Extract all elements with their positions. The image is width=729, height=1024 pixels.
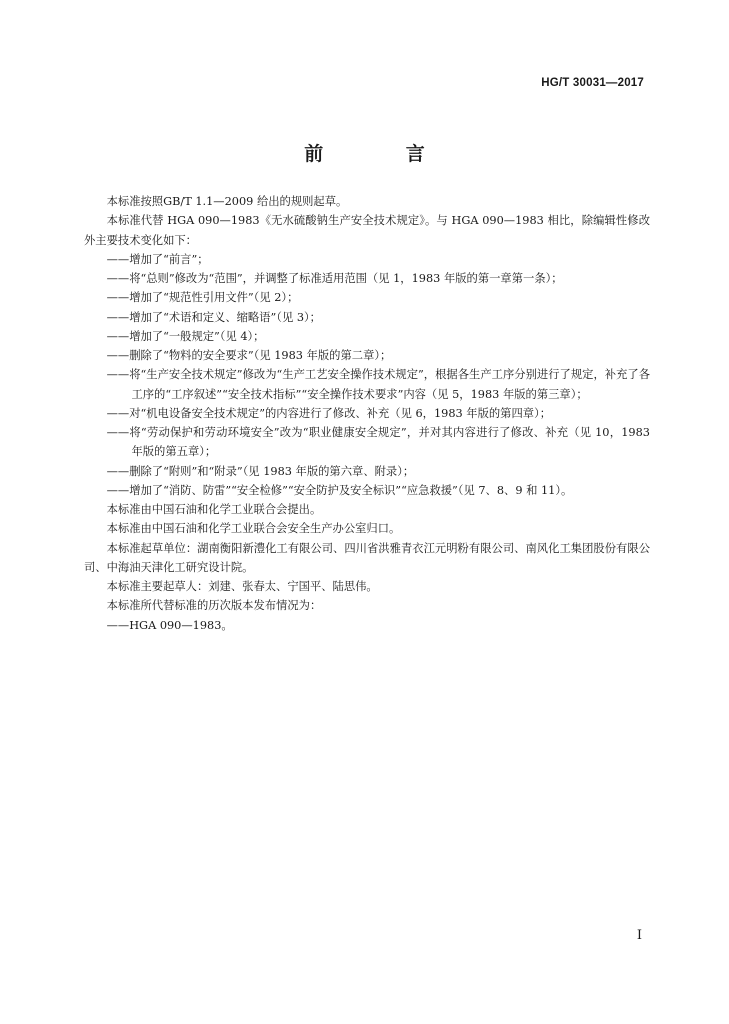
paragraph-drafting-units: 本标准起草单位：湖南衡阳新澧化工有限公司、四川省洪雅青衣江元明粉有限公司、南风化工集团股份有限公司、中海油天津化工研究设计院。 <box>84 541 650 574</box>
paragraph-drafting-rules: 本标准按照GB/T 1.1—2009 给出的规则起草。 <box>106 195 348 208</box>
change-item: ——增加了“一般规定”（见 4）； <box>106 329 265 343</box>
change-item: ——对“机电设备安全技术规定”的内容进行了修改、补充（见 6，1983 年版的第四章）； <box>106 406 552 420</box>
paragraph-administrator: 本标准由中国石油和化学工业联合会安全生产办公室归口。 <box>106 522 401 536</box>
change-item: ——将“总则”修改为“范围”，并调整了标准适用范围（见 1，1983 年版的第一章第一条）； <box>106 272 563 285</box>
version-history-item: ——HGA 090—1983。 <box>106 618 233 632</box>
change-item: ——增加了“消防、防雷”“安全检修”“安全防护及安全标识”“应急救援”（见 7、8、9 和 11）。 <box>106 483 573 497</box>
standard-code: HG/T 30031—2017 <box>541 77 644 89</box>
change-item: ——增加了“前言”； <box>106 252 209 266</box>
foreword-body <box>84 192 650 635</box>
page-number: I <box>636 928 642 943</box>
change-item: ——将“生产安全技术规定”修改为“生产工艺安全操作技术规定”，根据各生产工序分别进行了规定，补充了各工序的“工序叙述”“安全技术指标”“安全操作技术要求”内容（见 5，1983 年版的第三章）； <box>106 368 650 401</box>
change-item: ——删除了“物料的安全要求”（见 1983 年版的第二章）； <box>106 349 392 362</box>
change-item: ——删除了“附则”和“附录”（见 1983 年版的第六章、附录）； <box>106 464 415 478</box>
change-item: ——增加了“规范性引用文件”（见 2）； <box>106 291 299 305</box>
paragraph-replacement: 本标准代替 HGA 090—1983《无水硫酸钠生产安全技术规定》。与 HGA 090—1983 相比，除编辑性修改外主要技术变化如下： <box>84 214 650 247</box>
paragraph-proposer: 本标准由中国石油和化学工业联合会提出。 <box>106 503 322 516</box>
change-item: ——增加了“术语和定义、缩略语”（见 3）； <box>106 310 321 324</box>
page-title: 前 言 <box>304 143 463 165</box>
change-item: ——将“劳动保护和劳动环境安全”改为“职业健康安全规定”，并对其内容进行了修改、补充（见 10，1983 年版的第五章）； <box>106 426 650 459</box>
paragraph-version-history: 本标准所代替标准的历次版本发布情况为： <box>106 599 322 613</box>
paragraph-drafters: 本标准主要起草人：刘建、张春太、宁国平、陆思伟。 <box>106 580 378 593</box>
